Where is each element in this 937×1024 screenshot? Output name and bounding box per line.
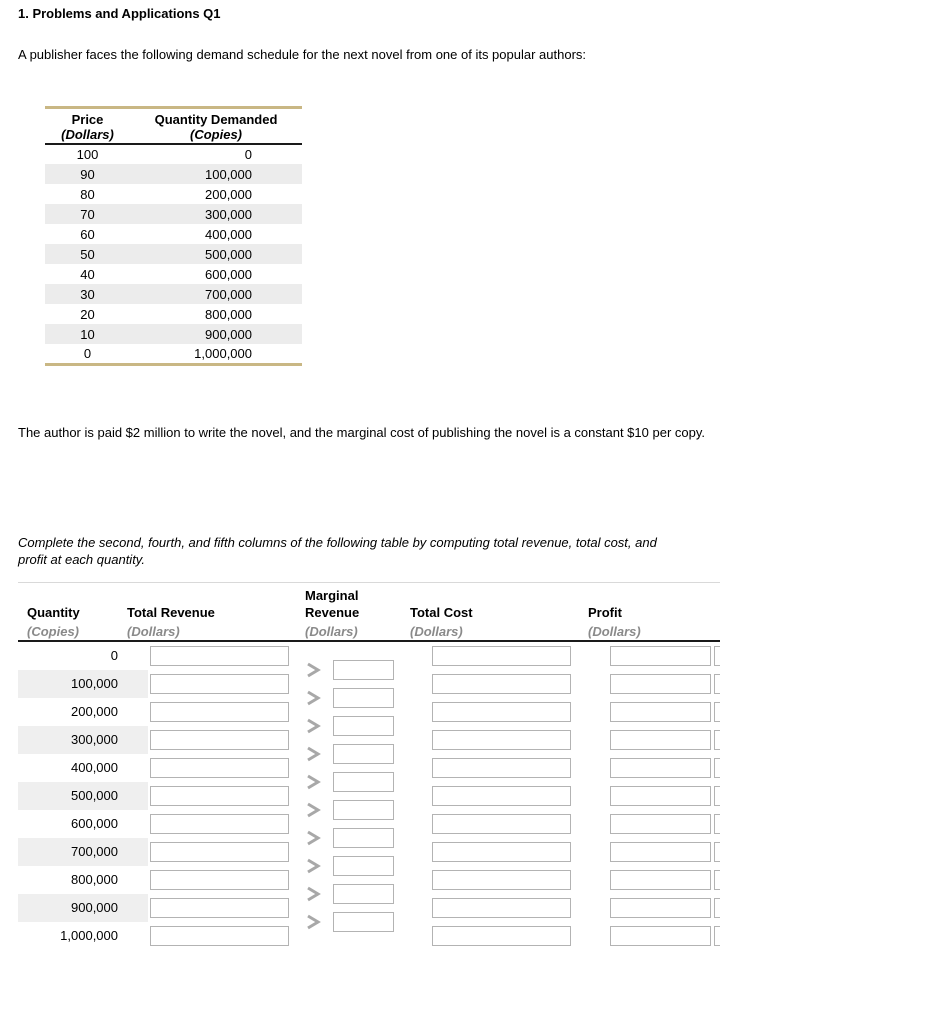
price-value: 10 <box>80 326 95 342</box>
work-row <box>18 642 720 670</box>
quantity-cell <box>18 782 148 810</box>
demand-schedule-table <box>45 106 302 366</box>
work-row <box>18 810 720 838</box>
col-quantity-label: Quantity <box>27 604 80 620</box>
quantity-demanded-value: 300,000 <box>205 206 252 222</box>
clipped-input[interactable] <box>714 814 720 834</box>
clipped-input[interactable] <box>714 730 720 750</box>
total-revenue-input[interactable] <box>150 730 289 750</box>
clipped-input[interactable] <box>714 674 720 694</box>
total-cost-input[interactable] <box>432 730 571 750</box>
quantity-value: 500,000 <box>71 787 118 803</box>
col-marginal-revenue-label-line1: Marginal <box>305 587 359 603</box>
demand-row <box>45 164 302 184</box>
demand-col-quantity-sub: (Copies) <box>130 127 302 144</box>
work-row <box>18 782 720 810</box>
quantity-cell <box>18 922 148 950</box>
clipped-input[interactable] <box>714 786 720 806</box>
work-row <box>18 922 720 950</box>
profit-input[interactable] <box>610 842 711 862</box>
work-row <box>18 866 720 894</box>
quantity-cell <box>18 866 148 894</box>
quantity-demanded-value: 800,000 <box>205 306 252 322</box>
col-total-revenue-label: Total Revenue <box>127 604 215 620</box>
clipped-input[interactable] <box>714 646 720 666</box>
quantity-value: 700,000 <box>71 843 118 859</box>
quantity-cell <box>18 894 148 922</box>
quantity-value: 400,000 <box>71 759 118 775</box>
quantity-demanded-value: 100,000 <box>205 166 252 182</box>
demand-row <box>45 264 302 284</box>
quantity-demanded-value: 900,000 <box>205 326 252 342</box>
demand-col-price-sub: (Dollars) <box>45 127 130 144</box>
total-revenue-input[interactable] <box>150 646 289 666</box>
work-row <box>18 754 720 782</box>
price-value: 30 <box>80 286 95 302</box>
price-value: 100 <box>76 147 99 162</box>
demand-subheader-row <box>45 127 302 144</box>
quantity-value: 800,000 <box>71 871 118 887</box>
clipped-input[interactable] <box>714 702 720 722</box>
col-profit-label: Profit <box>588 604 622 620</box>
total-cost-input[interactable] <box>432 898 571 918</box>
col-total-cost-sub: (Dollars) <box>410 623 463 639</box>
demand-row <box>45 204 302 224</box>
clipped-input[interactable] <box>714 870 720 890</box>
total-revenue-input[interactable] <box>150 898 289 918</box>
work-row <box>18 838 720 866</box>
demand-row <box>45 344 302 364</box>
quantity-demanded-value: 200,000 <box>205 186 252 202</box>
quantity-cell <box>18 810 148 838</box>
work-row <box>18 670 720 698</box>
quantity-value: 200,000 <box>71 703 118 719</box>
total-cost-input[interactable] <box>432 870 571 890</box>
profit-input[interactable] <box>610 814 711 834</box>
demand-row <box>45 224 302 244</box>
quantity-cell <box>18 670 148 698</box>
instruction-text: Complete the second, fourth, and fifth columns of the following table by computing total revenue, total cost, and profit at each quantity. <box>18 534 657 567</box>
cost-text: The author is paid $2 million to write the novel, and the marginal cost of publishing the novel is a constant $10 per copy. <box>18 424 705 440</box>
total-cost-input[interactable] <box>432 926 571 946</box>
total-cost-input[interactable] <box>432 786 571 806</box>
quantity-cell <box>18 642 148 670</box>
total-cost-input[interactable] <box>432 674 571 694</box>
demand-row <box>45 144 302 164</box>
total-revenue-input[interactable] <box>150 814 289 834</box>
quantity-cell <box>18 726 148 754</box>
price-value: 40 <box>80 266 95 282</box>
col-marginal-revenue-label-line2: Revenue <box>305 604 360 620</box>
price-value: 60 <box>80 226 95 242</box>
col-marginal-revenue-sub: (Dollars) <box>305 623 358 639</box>
total-revenue-input[interactable] <box>150 758 289 778</box>
total-revenue-input[interactable] <box>150 870 289 890</box>
total-revenue-input[interactable] <box>150 926 289 946</box>
demand-table-body <box>45 144 302 364</box>
total-cost-input[interactable] <box>432 702 571 722</box>
quantity-value: 0 <box>110 647 118 663</box>
total-cost-input[interactable] <box>432 646 571 666</box>
quantity-cell <box>18 754 148 782</box>
revenue-cost-profit-table <box>18 582 720 950</box>
demand-header-row <box>45 108 302 128</box>
demand-table-header <box>45 108 302 145</box>
quantity-demanded-value: 0 <box>244 147 252 162</box>
demand-col-quantity-label: Quantity Demanded <box>154 112 278 127</box>
quantity-value: 1,000,000 <box>60 927 118 943</box>
quantity-value: 100,000 <box>71 675 118 691</box>
col-profit-sub: (Dollars) <box>588 623 641 639</box>
work-row <box>18 698 720 726</box>
profit-input[interactable] <box>610 898 711 918</box>
col-total-cost-label: Total Cost <box>410 604 473 620</box>
demand-row <box>45 184 302 204</box>
intro-text: A publisher faces the following demand schedule for the next novel from one of its popular authors: <box>18 47 587 62</box>
quantity-demanded-value: 1,000,000 <box>194 345 252 361</box>
demand-row <box>45 304 302 324</box>
price-value: 50 <box>80 246 95 262</box>
profit-input[interactable] <box>610 730 711 750</box>
clipped-input[interactable] <box>714 842 720 862</box>
demand-row <box>45 284 302 304</box>
profit-input[interactable] <box>610 674 711 694</box>
profit-input[interactable] <box>610 646 711 666</box>
profit-input[interactable] <box>610 786 711 806</box>
quantity-value: 600,000 <box>71 815 118 831</box>
total-revenue-input[interactable] <box>150 674 289 694</box>
total-revenue-input[interactable] <box>150 842 289 862</box>
profit-input[interactable] <box>610 870 711 890</box>
price-value: 0 <box>83 345 92 361</box>
total-cost-input[interactable] <box>432 814 571 834</box>
work-table-header <box>18 583 720 642</box>
quantity-demanded-value: 400,000 <box>205 226 252 242</box>
profit-input[interactable] <box>610 758 711 778</box>
work-row <box>18 894 720 922</box>
total-cost-input[interactable] <box>432 758 571 778</box>
quantity-demanded-value: 700,000 <box>205 286 252 302</box>
quantity-cell <box>18 698 148 726</box>
clipped-input[interactable] <box>714 926 720 946</box>
clipped-input[interactable] <box>714 898 720 918</box>
col-total-revenue-sub: (Dollars) <box>127 623 180 639</box>
profit-input[interactable] <box>610 926 711 946</box>
total-revenue-input[interactable] <box>150 702 289 722</box>
quantity-demanded-value: 600,000 <box>205 266 252 282</box>
total-cost-input[interactable] <box>432 842 571 862</box>
clipped-input[interactable] <box>714 758 720 778</box>
quantity-value: 900,000 <box>71 899 118 915</box>
page-title: 1. Problems and Applications Q1 <box>18 6 221 21</box>
demand-row <box>45 244 302 264</box>
profit-input[interactable] <box>610 702 711 722</box>
quantity-demanded-value: 500,000 <box>205 246 252 262</box>
quantity-value: 300,000 <box>71 731 118 747</box>
total-revenue-input[interactable] <box>150 786 289 806</box>
price-value: 80 <box>80 186 95 202</box>
work-table-body <box>18 642 720 950</box>
col-quantity-sub: (Copies) <box>27 623 79 639</box>
price-value: 20 <box>80 306 95 322</box>
price-value: 90 <box>80 166 95 182</box>
demand-row <box>45 324 302 344</box>
price-value: 70 <box>80 206 95 222</box>
quantity-cell <box>18 838 148 866</box>
work-row <box>18 726 720 754</box>
demand-col-price-label: Price <box>71 112 104 127</box>
